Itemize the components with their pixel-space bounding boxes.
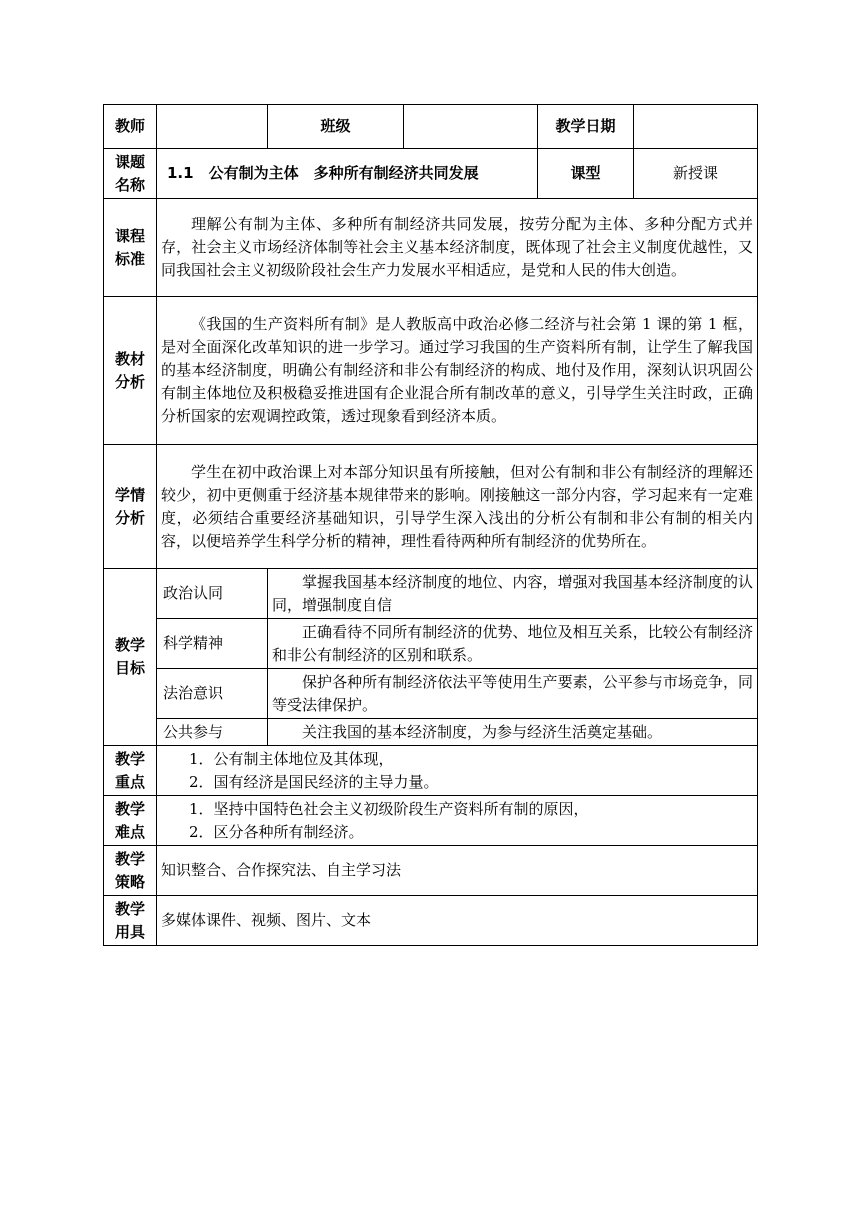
key-points-label <box>104 746 157 796</box>
goal-row-1 <box>104 569 758 619</box>
row-material <box>104 297 758 445</box>
key-points-label-line-1: 教学 <box>114 749 145 768</box>
goal-text: 保护各种所有制经济依法平等使用生产要素，公平参与市场竞争，同等受法律保护。 <box>268 669 758 719</box>
title-label-line-1: 课题 <box>114 152 145 171</box>
row-difficulties <box>104 796 758 846</box>
teacher-value <box>157 105 268 149</box>
strategy-label <box>104 846 157 896</box>
tools-text: 多媒体课件、视频、图片、文本 <box>157 896 758 946</box>
difficulties-list <box>157 796 758 846</box>
title-label-line-2: 名称 <box>114 175 145 194</box>
goal-row-3 <box>104 669 758 719</box>
material-label-line-2: 分析 <box>114 372 145 391</box>
standard-label-line-2: 标准 <box>114 249 145 268</box>
goal-row-4 <box>104 719 758 746</box>
class-label: 班级 <box>268 105 404 149</box>
student-label-line-1: 学情 <box>114 485 145 504</box>
teacher-label: 教师 <box>104 105 157 149</box>
goals-label <box>104 569 157 746</box>
list-item: 2．国有经济是国民经济的主导力量。 <box>189 772 439 791</box>
goal-text: 掌握我国基本经济制度的地位、内容，增强对我国基本经济制度的认同，增强制度自信 <box>268 569 758 619</box>
class-value <box>404 105 538 149</box>
row-student <box>104 445 758 569</box>
material-label <box>104 297 157 445</box>
lesson-plan-table <box>103 104 758 946</box>
difficulties-label <box>104 796 157 846</box>
standard-text: 理解公有制为主体、多种所有制经济共同发展，按劳分配为主体、多种分配方式并存，社会主义市场经济体制等社会主义基本经济制度，既体现了社会主义制度优越性，又同我国社会主义初级阶段社会生产力发展水平相适应，是党和人民的伟大创造。 <box>157 199 758 297</box>
list-item: 1．公有制主体地位及其体现， <box>189 749 394 768</box>
title-label <box>104 149 157 199</box>
difficulties-label-line-2: 难点 <box>114 822 145 841</box>
strategy-label-line-2: 策略 <box>114 872 145 891</box>
strategy-label-line-1: 教学 <box>114 849 145 868</box>
goal-row-2 <box>104 619 758 669</box>
tools-label-line-1: 教学 <box>114 899 145 918</box>
student-label-line-2: 分析 <box>114 508 145 527</box>
student-label <box>104 445 157 569</box>
date-label: 教学日期 <box>538 105 634 149</box>
material-label-line-1: 教材 <box>114 349 145 368</box>
goal-text: 正确看待不同所有制经济的优势、地位及相互关系，比较公有制经济和非公有制经济的区别和联系。 <box>268 619 758 669</box>
tools-label <box>104 896 157 946</box>
type-label: 课型 <box>538 149 634 199</box>
title-value: 1.1 公有制为主体 多种所有制经济共同发展 <box>157 149 538 199</box>
material-text: 《我国的生产资料所有制》是人教版高中政治必修二经济与社会第 1 课的第 1 框，是对全面深化改革知识的进一步学习。通过学习我国的生产资料所有制，让学生了解我国的基本经济制度，明确公有制经济和非公有制经济的构成、地付及作用，深刻认识巩固公有制主体地位及积极稳妥推进国有企业混合所有制改革的意义，引导学生关注时政，正确分析国家的宏观调控政策，透过现象看到经济本质。 <box>157 297 758 445</box>
student-text: 学生在初中政治课上对本部分知识虽有所接触，但对公有制和非公有制经济的理解还较少，初中更侧重于经济基本规律带来的影响。刚接触这一部分内容，学习起来有一定难度，必须结合重要经济基础知识，引导学生深入浅出的分析公有制和非公有制的相关内容，以便培养学生科学分析的精神，理性看待两种所有制经济的优势所在。 <box>157 445 758 569</box>
row-teacher <box>104 105 758 149</box>
strategy-text: 知识整合、合作探究法、自主学习法 <box>157 846 758 896</box>
row-strategy <box>104 846 758 896</box>
date-value <box>634 105 758 149</box>
row-key-points <box>104 746 758 796</box>
goal-name: 法治意识 <box>157 669 268 719</box>
difficulties-label-line-1: 教学 <box>114 799 145 818</box>
goal-name: 公共参与 <box>157 719 268 746</box>
goal-text: 关注我国的基本经济制度，为参与经济生活奠定基础。 <box>268 719 758 746</box>
row-standard <box>104 199 758 297</box>
goal-name: 科学精神 <box>157 619 268 669</box>
list-item: 1．坚持中国特色社会主义初级阶段生产资料所有制的原因， <box>189 799 589 818</box>
standard-label-line-1: 课程 <box>114 226 145 245</box>
row-tools <box>104 896 758 946</box>
goals-label-line-1: 教学 <box>114 636 145 654</box>
standard-label <box>104 199 157 297</box>
list-item: 2．区分各种所有制经济。 <box>189 822 364 841</box>
goal-name: 政治认同 <box>157 569 268 619</box>
type-value: 新授课 <box>634 149 758 199</box>
row-title <box>104 149 758 199</box>
key-points-label-line-2: 重点 <box>114 772 145 791</box>
key-points-list <box>157 746 758 796</box>
goals-label-line-2: 目标 <box>114 659 145 677</box>
tools-label-line-2: 用具 <box>114 922 145 941</box>
